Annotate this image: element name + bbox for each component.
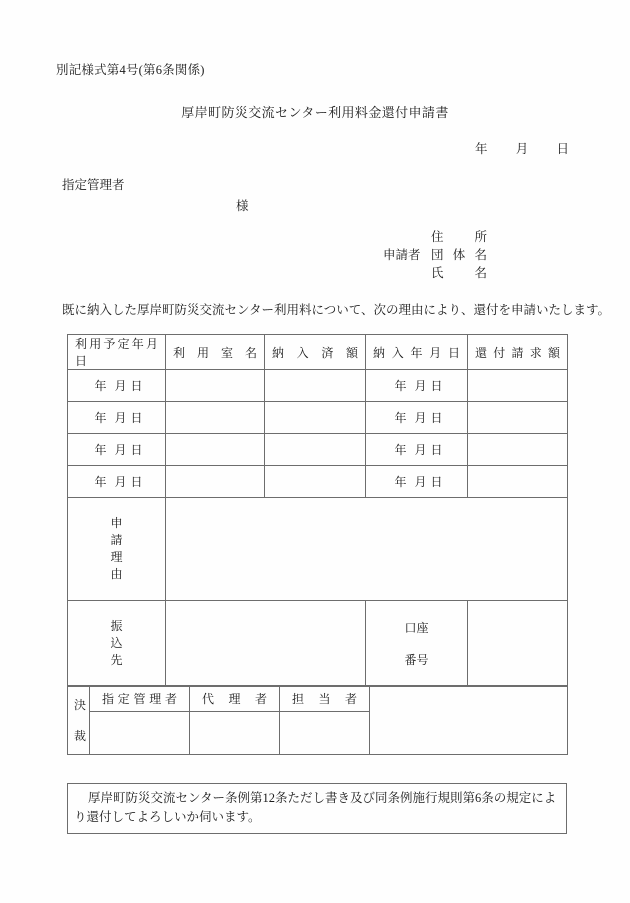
date-year-label: 年 (475, 142, 488, 156)
reason-label-char-1: 申 (110, 516, 123, 530)
row4-pay-month-label: 月 (414, 475, 427, 489)
addressee-honorific: 様 (236, 199, 249, 213)
cell-refund-amount[interactable] (468, 402, 568, 434)
approval-header-row (68, 686, 568, 712)
cell-room-name[interactable] (166, 466, 265, 498)
approval-label-char-1: 決 (74, 698, 87, 712)
reason-row (68, 498, 568, 601)
row1-year-label: 年 (94, 379, 107, 393)
row2-pay-year-label: 年 (394, 411, 407, 425)
applicant-organization-label: 団体名 (431, 248, 487, 262)
account-number-label (366, 601, 468, 687)
table-header-row (68, 335, 568, 370)
applicant-label: 申請者 (383, 248, 421, 262)
cell-payment-date[interactable] (366, 434, 468, 466)
row3-day-label: 日 (130, 443, 143, 457)
cell-room-name[interactable] (166, 370, 265, 402)
row3-month-label: 月 (114, 443, 127, 457)
account-label-line-2: 番号 (404, 652, 429, 667)
cell-paid-amount[interactable] (265, 402, 366, 434)
row1-pay-day-label: 日 (430, 379, 443, 393)
cell-use-date[interactable] (68, 434, 166, 466)
addressee-title: 指定管理者 (62, 178, 125, 192)
footer-note: 厚岸町防災交流センター条例第12条ただし書き及び同条例施行規則第6条の規定により還付してよろしいか伺います。 (67, 783, 567, 834)
bank-label-char-1: 振 (110, 619, 123, 633)
refund-details-table (67, 334, 568, 687)
approval-label (68, 686, 90, 755)
bank-name-input-area[interactable] (166, 601, 366, 687)
applicant-address-label: 住 所 (431, 230, 487, 244)
row1-pay-year-label: 年 (394, 379, 407, 393)
cell-payment-date[interactable] (366, 466, 468, 498)
column-header-room-name: 利用室名 (166, 335, 265, 370)
row3-pay-month-label: 月 (414, 443, 427, 457)
cell-paid-amount[interactable] (265, 466, 366, 498)
cell-payment-date[interactable] (366, 402, 468, 434)
approval-column-header-staff: 担当者 (280, 686, 370, 712)
cell-room-name[interactable] (166, 402, 265, 434)
row1-month-label: 月 (114, 379, 127, 393)
cell-refund-amount[interactable] (468, 370, 568, 402)
cell-refund-amount[interactable] (468, 434, 568, 466)
reason-label-char-3: 理 (110, 550, 123, 564)
reason-label-char-4: 由 (110, 567, 123, 581)
applicant-name-label: 氏 名 (431, 266, 487, 280)
date-month-label: 月 (515, 142, 529, 156)
table-row (68, 370, 568, 402)
bank-row (68, 601, 568, 687)
row3-pay-year-label: 年 (394, 443, 407, 457)
column-header-use-date: 利用予定年月日 (68, 335, 166, 370)
cell-refund-amount[interactable] (468, 466, 568, 498)
row2-day-label: 日 (130, 411, 143, 425)
bank-label-char-2: 込 (110, 636, 123, 650)
reason-row-label (68, 498, 166, 601)
column-header-paid-amount: 納入済額 (265, 335, 366, 370)
row4-pay-day-label: 日 (430, 475, 443, 489)
approval-stamp-manager[interactable] (90, 712, 190, 755)
row4-pay-year-label: 年 (394, 475, 407, 489)
table-row (68, 466, 568, 498)
cell-payment-date[interactable] (366, 370, 468, 402)
submission-date-line (475, 139, 569, 157)
row3-year-label: 年 (94, 443, 107, 457)
applicant-name-row (383, 264, 487, 282)
reason-label-char-2: 請 (110, 533, 123, 547)
cell-paid-amount[interactable] (265, 434, 366, 466)
cell-paid-amount[interactable] (265, 370, 366, 402)
row2-year-label: 年 (94, 411, 107, 425)
cell-use-date[interactable] (68, 466, 166, 498)
date-day-label: 日 (556, 142, 570, 156)
row1-day-label: 日 (130, 379, 143, 393)
cell-use-date[interactable] (68, 402, 166, 434)
row4-day-label: 日 (130, 475, 143, 489)
approval-table (67, 685, 568, 755)
column-header-refund-amount: 還付請求額 (468, 335, 568, 370)
row3-pay-day-label: 日 (430, 443, 443, 457)
table-row (68, 402, 568, 434)
bank-label-char-3: 先 (110, 653, 123, 667)
row1-pay-month-label: 月 (414, 379, 427, 393)
cell-use-date[interactable] (68, 370, 166, 402)
applicant-address-row (383, 228, 487, 246)
approval-stamp-staff[interactable] (280, 712, 370, 755)
row4-year-label: 年 (94, 475, 107, 489)
approval-stamp-deputy[interactable] (190, 712, 280, 755)
cell-room-name[interactable] (166, 434, 265, 466)
column-header-payment-date: 納入年月日 (366, 335, 468, 370)
bank-row-label (68, 601, 166, 687)
account-number-input-area[interactable] (468, 601, 568, 687)
row4-month-label: 月 (114, 475, 127, 489)
body-statement: 既に納入した厚岸町防災交流センター利用料について、次の理由により、還付を申請いたします。 (62, 303, 611, 317)
page-title: 厚岸町防災交流センター利用料金還付申請書 (181, 105, 449, 120)
approval-column-header-deputy: 代理者 (190, 686, 280, 712)
row2-pay-month-label: 月 (414, 411, 427, 425)
table-row (68, 434, 568, 466)
applicant-block (383, 228, 487, 282)
form-number: 別記様式第4号(第6条関係) (56, 63, 205, 77)
approval-open-area[interactable] (370, 686, 568, 755)
reason-input-area[interactable] (166, 498, 568, 601)
approval-column-header-manager: 指定管理者 (90, 686, 190, 712)
applicant-organization-row (383, 246, 487, 264)
row2-month-label: 月 (114, 411, 127, 425)
row2-pay-day-label: 日 (430, 411, 443, 425)
account-label-line-1: 口座 (404, 620, 429, 635)
approval-label-char-2: 裁 (74, 729, 87, 743)
